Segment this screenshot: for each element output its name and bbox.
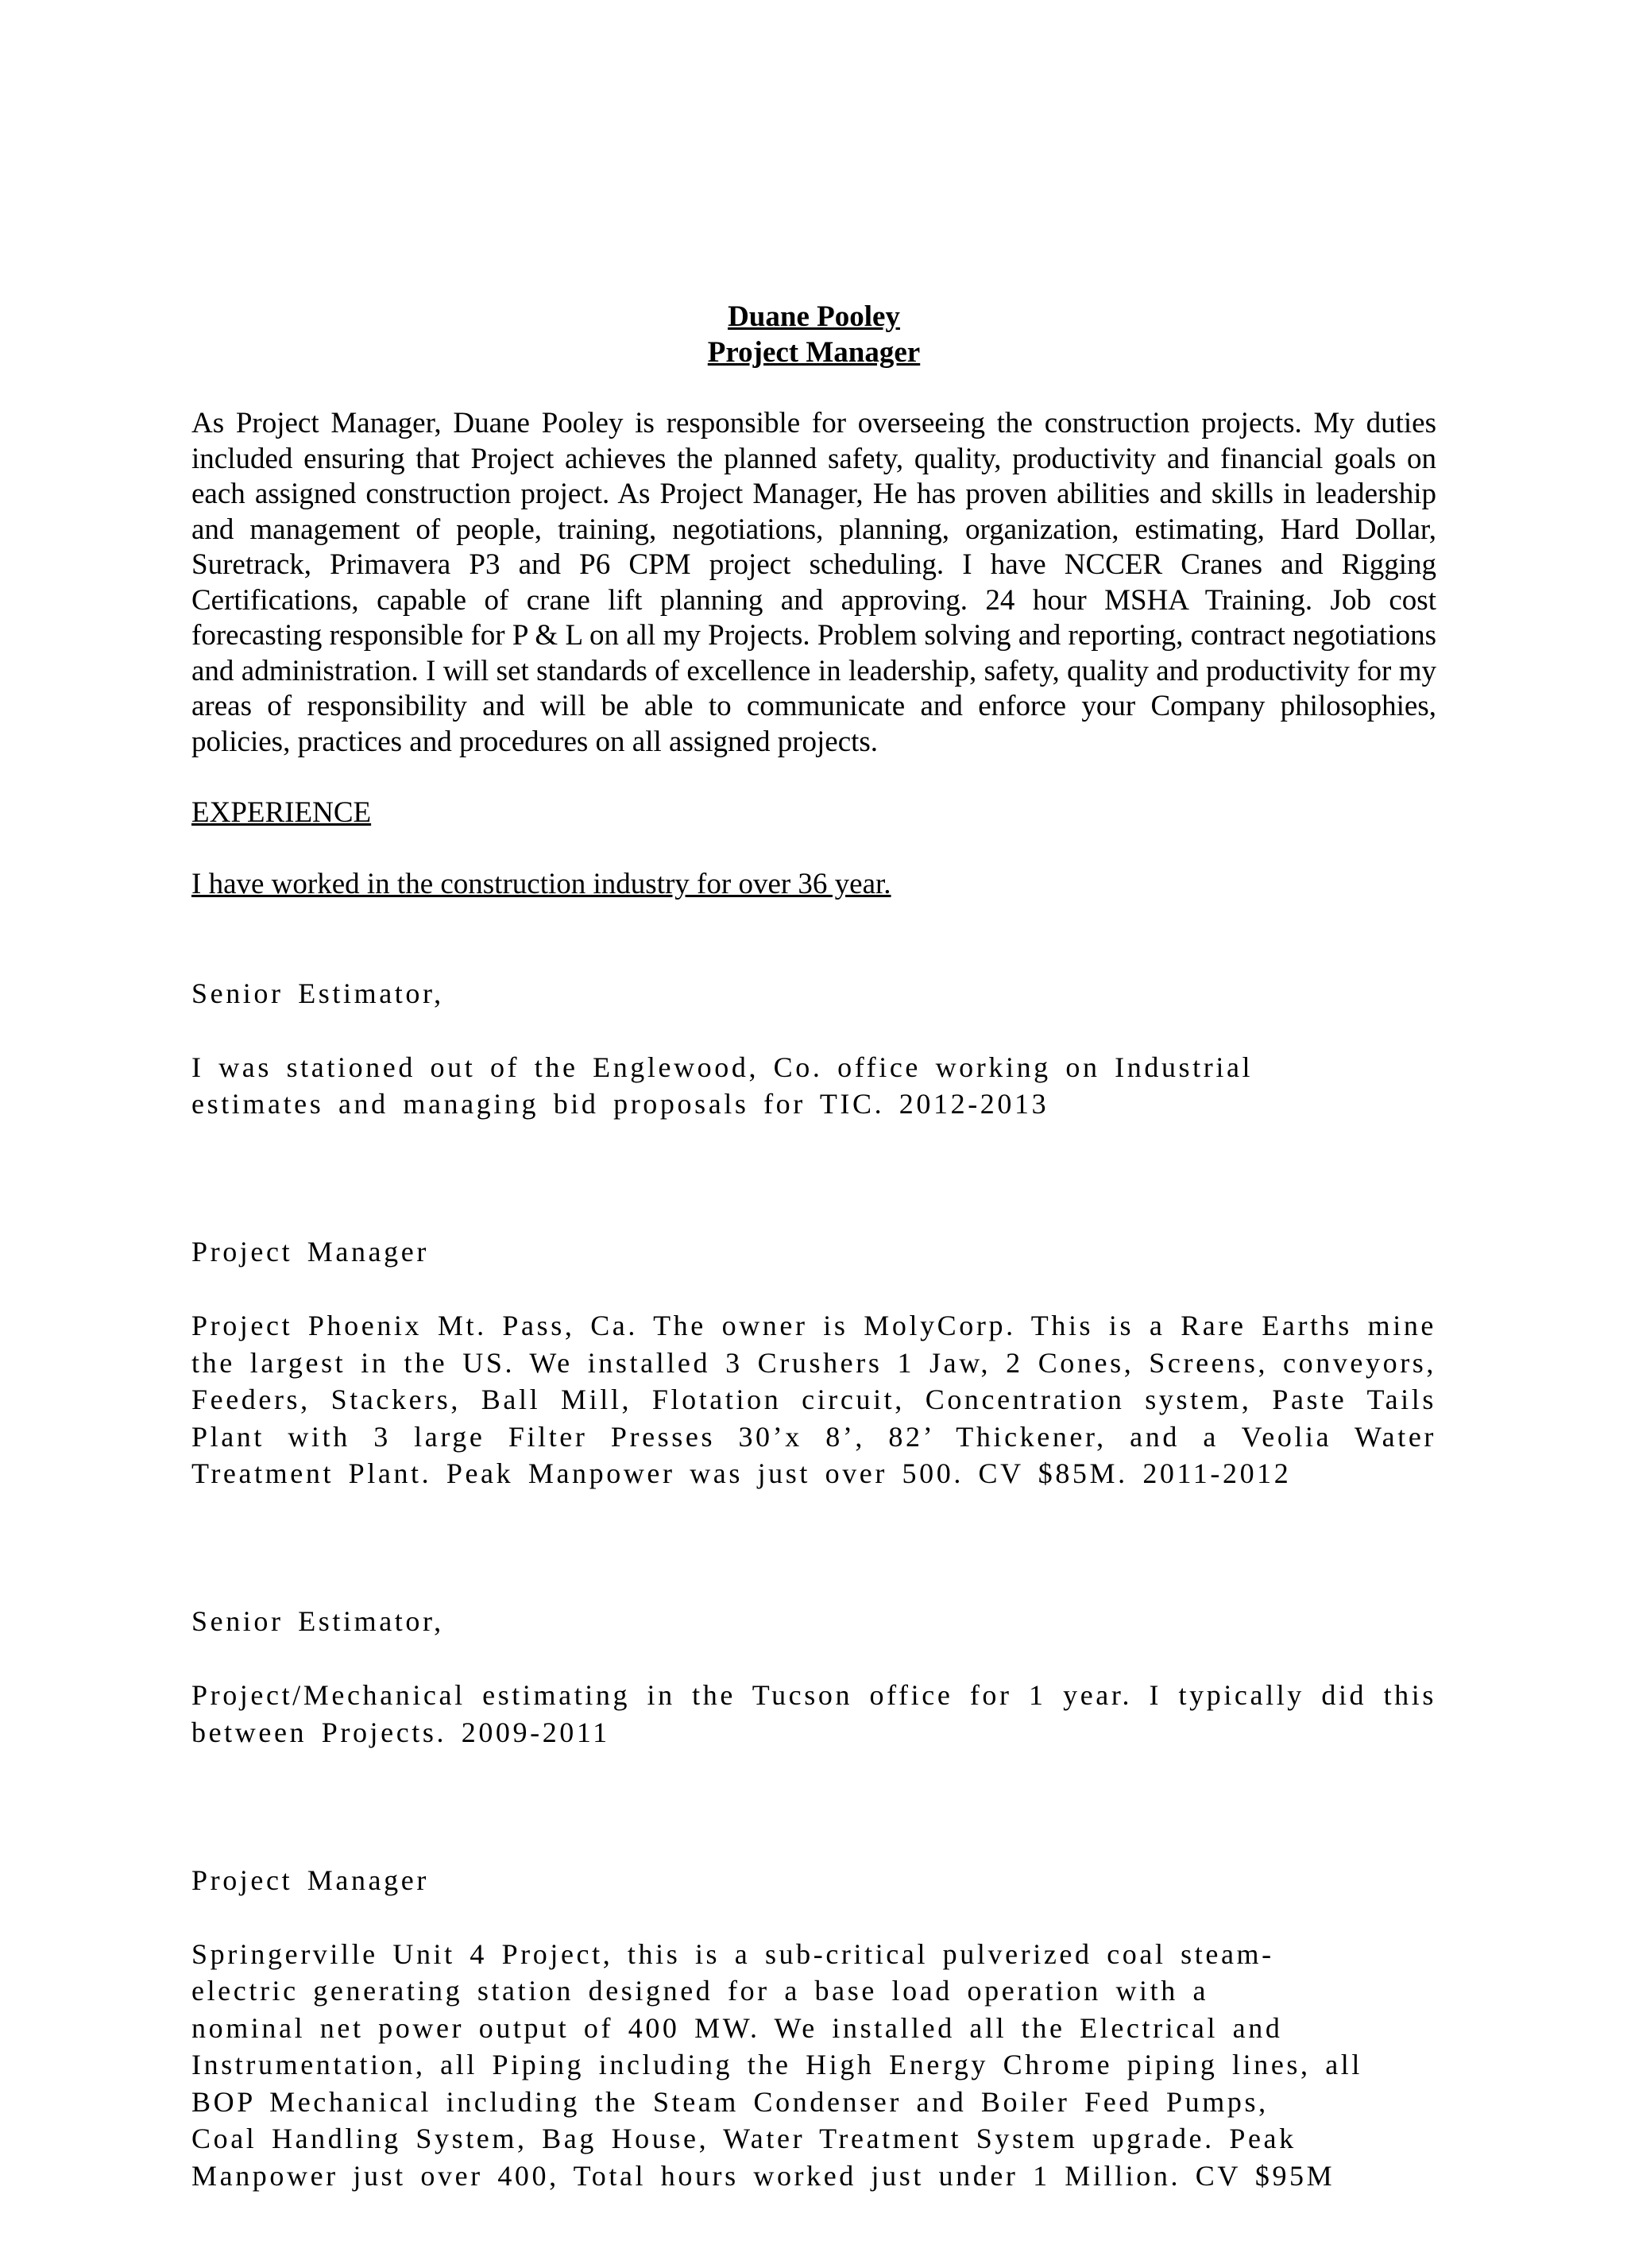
person-name: Duane Pooley: [728, 300, 900, 333]
experience-heading: EXPERIENCE: [191, 796, 372, 829]
job-entry: [191, 1197, 1436, 1530]
job-description: I was stationed out of the Englewood, Co. office working on Industrial estimates and managing bid proposals for TIC. 2012-2013: [191, 1051, 1254, 1120]
job-title: Project Manager: [707, 336, 921, 369]
job-description: Project Phoenix Mt. Pass, Ca. The owner is MolyCorp. This is a Rare Earths mine the largest in the US. We installed 3 Crushers 1 Jaw, 2 Cones, Screens, conveyors, Feeders, Stackers, Ball Mill, Flotation circuit, Concentration system, Paste Tails Plant with 3 large Filter Presses 30’x 8’, 82’ Thickener, and a Veolia Water Treatment Plant. Peak Manpower was just over 500. CV $85M. 2011-2012: [191, 1310, 1436, 1489]
job-entry: [191, 1825, 1436, 2231]
summary-paragraph: As Project Manager, Duane Pooley is responsible for overseeing the construction projects. My duties included ensuring that Project achieves the planned safety, quality, productivity and financial goals on each assigned construction project. As Project Manager, He has proven abilities and skills in leadership and management of people, training, negotiations, planning, organization, estimating, Hard Dollar, Suretrack, Primavera P3 and P6 CPM project scheduling. I have NCCER Cranes and Rigging Certifications, capable of crane lift planning and approving. 24 hour MSHA Training. Job cost forecasting responsible for P & L on all my Projects. Problem solving and reporting, contract negotiations and administration. I will set standards of excellence in leadership, safety, quality and productivity for my areas of responsibility and will be able to communicate and enforce your Company philosophies, policies, practices and procedures on all assigned projects.: [191, 407, 1436, 758]
job-entry: [191, 938, 1436, 1159]
job-role: Project Manager: [191, 1236, 429, 1268]
job-role: Senior Estimator,: [191, 1605, 444, 1637]
job-description: Project/Mechanical estimating in the Tucson office for 1 year. I typically did this between Projects. 2009-2011: [191, 1679, 1436, 1748]
experience-intro: I have worked in the construction industry for over 36 year.: [191, 867, 891, 900]
job-role: Senior Estimator,: [191, 977, 444, 1009]
resume-page: [191, 299, 1436, 2268]
job-role: Project Manager: [191, 1864, 429, 1896]
job-description: Springerville Unit 4 Project, this is a sub-critical pulverized coal steam- electric generating station designed for a base load operation with a nominal net power output of 400 MW. We installed all the Electrical and Instrumentation, all Piping including the High Energy Chrome piping lines, all BOP Mechanical including the Steam Condenser and Boiler Feed Pumps, Coal Handling System, Bag House, Water Treatment System upgrade. Peak Manpower just over 400, Total hours worked just under 1 Million. CV $95M: [191, 1937, 1362, 2192]
job-entry: [191, 1566, 1436, 1788]
job-list: [191, 938, 1436, 2231]
